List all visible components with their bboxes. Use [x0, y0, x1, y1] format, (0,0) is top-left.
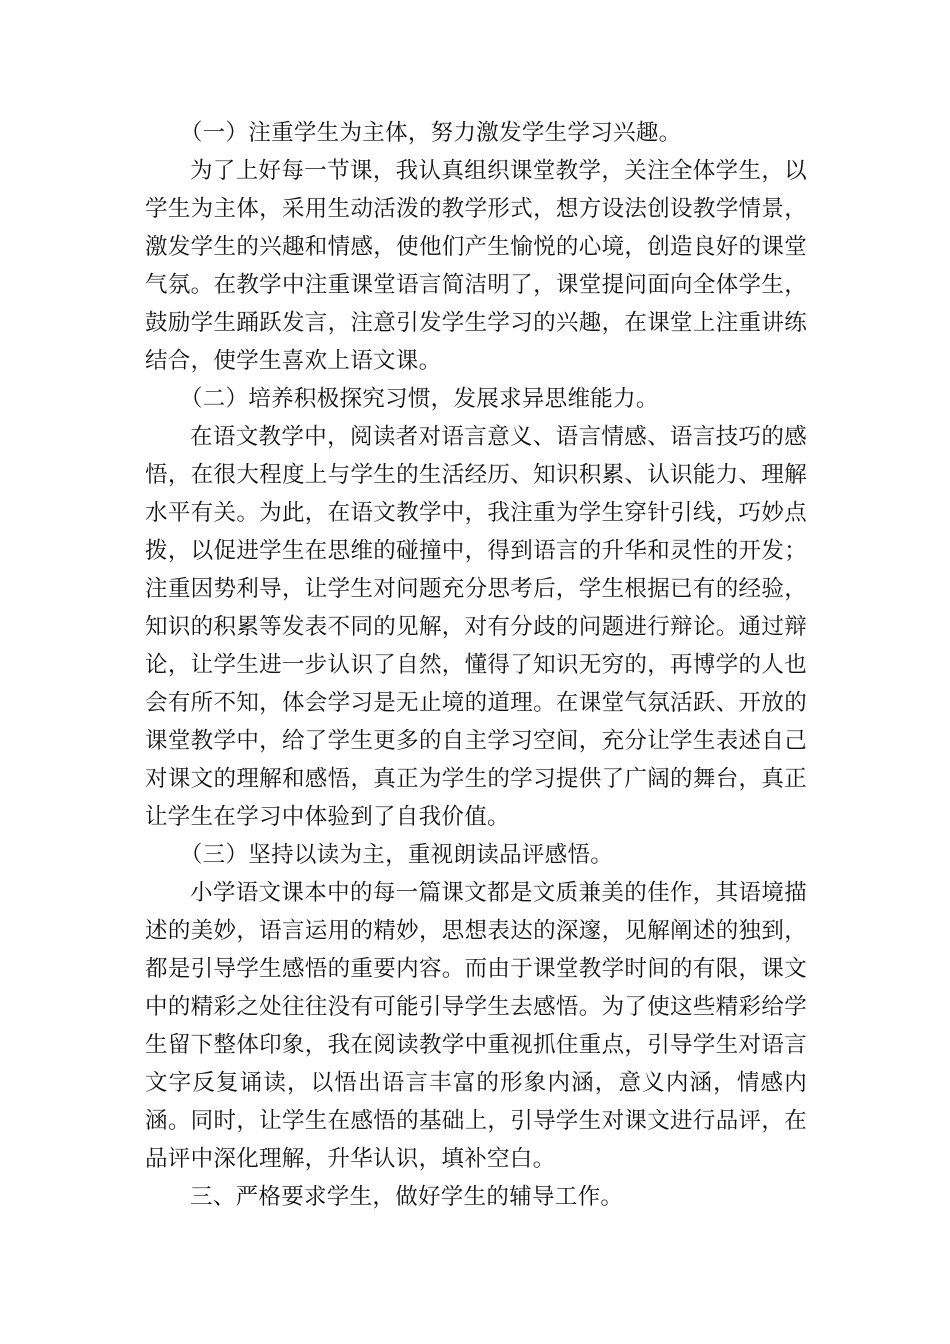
- paragraph-3: 小学语文课本中的每一篇课文都是文质兼美的佳作，其语境描述的美妙，语言运用的精妙，思想表达的深邃，见解阐述的独到，都是引导学生感悟的重要内容。而由于课堂教学时间的有限，课文中的精彩之处往往没有可能引导学生去感悟。为了使这些精彩给学生留下整体印象，我在阅读教学中重视抓住重点，引导学生对语言文字反复诵读，以悟出语言丰富的形象内涵，意义内涵，情感内涵。同时，让学生在感悟的基础上，引导学生对课文进行品评，在品评中深化理解，升华认识，填补空白。: [145, 880, 807, 1172]
- section-heading-2: （二）培养积极探究习惯，发展求异思维能力。: [179, 386, 659, 412]
- section-heading-1: （一）注重学生为主体，努力激发学生学习兴趣。: [179, 120, 682, 146]
- paragraph-1: 为了上好每一节课，我认真组织课堂教学，关注全体学生，以学生为主体，采用生动活泼的教学形式，想方设法创设教学情景，激发学生的兴趣和情感，使他们产生愉悦的心境，创造良好的课堂气氛。在教学中注重课堂语言简洁明了，课堂提问面向全体学生，鼓励学生踊跃发言，注意引发学生学习的兴趣，在课堂上注重讲练结合，使学生喜欢上语文课。: [145, 158, 807, 374]
- paragraph-2: 在语文教学中，阅读者对语言意义、语言情感、语言技巧的感悟，在很大程度上与学生的生活经历、知识积累、认识能力、理解水平有关。为此，在语文教学中，我注重为学生穿针引线，巧妙点拨，以促进学生在思维的碰撞中，得到语言的升华和灵性的开发；注重因势利导，让学生对问题充分思考后，学生根据已有的经验，知识的积累等发表不同的见解，对有分歧的问题进行辩论。通过辩论，让学生进一步认识了自然，懂得了知识无穷的，再博学的人也会有所不知，体会学习是无止境的道理。在课堂气氛活跃、开放的课堂教学中，给了学生更多的自主学习空间，充分让学生表述自己对课文的理解和感悟，真正为学生的学习提供了广阔的舞台，真正让学生在学习中体验到了自我价值。: [145, 424, 807, 830]
- main-heading-3: 三、严格要求学生，做好学生的辅导工作。: [190, 1184, 624, 1210]
- document-body: [145, 114, 807, 1216]
- section-heading-3: （三）坚持以读为主，重视朗读品评感悟。: [179, 842, 614, 868]
